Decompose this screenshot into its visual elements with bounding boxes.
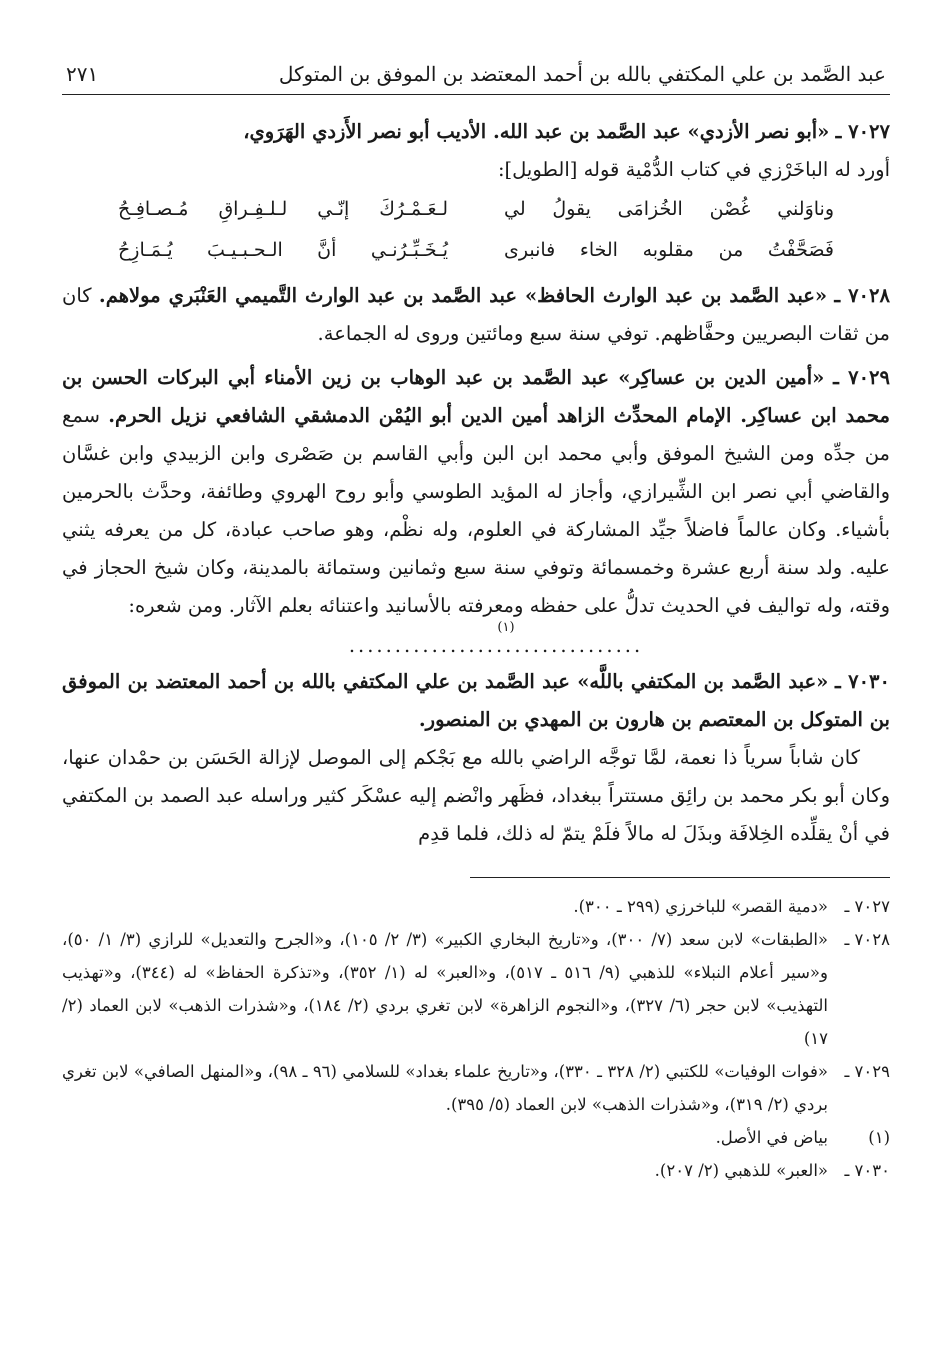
entry-7028 bbox=[62, 277, 890, 353]
footnotes bbox=[62, 890, 890, 1187]
footnote bbox=[62, 890, 890, 923]
entry-heading: «عبد الصَّمد بن عبد الوارث الحافظ» عبد الصَّمد بن عبد الوارث التَّميمي العَنْبَري مولاهم. bbox=[98, 284, 828, 307]
footnote-number: (١) bbox=[868, 1128, 890, 1147]
page-number: ٢٧١ bbox=[66, 62, 99, 86]
entry-heading: «عبد الصَّمد بن المكتفي باللَّه» عبد الصَّمد بن علي المكتفي بالله بن أحمد المعتضد بن الموفق بن المتوكل بن المعتصم بن هارون بن المهدي بن المنصور. bbox=[62, 670, 890, 731]
verse-hemistich: وناوَلني غُصْن الخُزامَى يقولُ لي bbox=[504, 198, 834, 220]
footnote-text: بياض في الأصل. bbox=[715, 1128, 828, 1147]
footnote bbox=[62, 923, 890, 1055]
footnote-text: «دمية القصر» للباخرزي (٢٩٩ ـ ٣٠٠). bbox=[573, 897, 828, 916]
entry-text: سمع من جدِّه ومن الشيخ الموفق وأبي محمد ابن البن وأبي القاسم بن صَصْرى وابن الزبيدي وابن غسَّان والقاضي أبي نصر ابن الشِّيرازي، وأجاز له المؤيد الطوسي وأبو روح الهروي وطائفة، وحدَّث بالحرمين بأشياء. وكان عالماً فاضلاً جيِّد المشاركة في العلوم، وله نظْم، وهو صاحب عبادة، كل من يعرفه يثني عليه. ولد سنة أربع عشرة وخمسمائة وتوفي سنة سبع وثمانين وستمائة بالمدينة، وكان شيخ الحجاز في وقته، وله تواليف في الحديث تدلُّ على حفظه ومعرفته بالأسانيد واعتنائه بعلم الآثار. ومن شعره: bbox=[62, 404, 890, 617]
verse-line bbox=[62, 230, 890, 271]
entry-7027 bbox=[62, 113, 890, 271]
verse-line bbox=[62, 189, 890, 230]
entry-number: ٧٠٢٩ ـ bbox=[833, 366, 890, 389]
footnote bbox=[62, 1055, 890, 1121]
footnote-text: «الطبقات» لابن سعد (٧/ ٣٠٠)، و«تاريخ البخاري الكبير» (٣/ ٢/ ١٠٥)، و«الجرح والتعديل» للرازي (٣/ ١/ ٥٠)، و«سير أعلام النبلاء» للذهبي (٩/ ٥١٦ ـ ٥١٧)، و«العبر» له (١/ ٣٥٢)، و«تذكرة الحفاظ» له (٣٤٤)، و«تهذيب التهذيب» لابن حجر (٦/ ٣٢٧)، و«النجوم الزاهرة» لابن تغري بردي (٢/ ١٨٤)، و«شذرات الذهب» لابن العماد (٢/ ١٧) bbox=[62, 930, 829, 1048]
verse-hemistich: يُـخَـبِّـرُنـي أنَّ الـحـبـيـبَ يُـمَـازِحُ bbox=[118, 239, 448, 261]
verse-hemistich: لـعَـمْـرُكَ إنّـي لـلـفِـراقِ مُـصـافِـحُ bbox=[118, 198, 448, 220]
verse-hemistich: فَصَحَّفْتُ من مقلوبه الخاء فانبرى bbox=[504, 239, 834, 261]
entry-heading: «أبو نصر الأزدي» عبد الصَّمد بن عبد الله. الأديب أبو نصر الأَزدي الهَرَوي، bbox=[243, 120, 830, 143]
entry-heading: «أمين الدين بن عساكِر» عبد الصَّمد بن عبد الوهاب بن زين الأمناء أبي البركات الحسن بن محمد ابن عساكِر. الإمام المحدِّث الزاهد أمين الدين أبو اليُمْن الدمشقي الشافعي نزيل الحرم. bbox=[62, 366, 890, 427]
footnote-divider bbox=[470, 877, 890, 878]
missing-verse-dots: ................................ bbox=[348, 634, 644, 657]
running-header bbox=[62, 48, 890, 95]
header-title: عبد الصَّمد بن علي المكتفي بالله بن أحمد المعتضد بن الموفق بن المتوكل bbox=[278, 62, 886, 86]
footnote bbox=[62, 1154, 890, 1187]
footnote-text: «العبر» للذهبي (٢/ ٢٠٧). bbox=[654, 1161, 828, 1180]
entry-intro: أورد له الباخَرْزي في كتاب الدُّمْية قوله [الطويل]: bbox=[497, 158, 890, 181]
footnote-marker: (١) bbox=[497, 620, 515, 635]
footnote bbox=[62, 1121, 890, 1154]
footnote-number: ٧٠٢٩ ـ bbox=[844, 1062, 890, 1081]
entry-7030 bbox=[62, 663, 890, 853]
footnote-number: ٧٠٢٧ ـ bbox=[844, 897, 890, 916]
main-text bbox=[62, 113, 890, 853]
entry-7029 bbox=[62, 359, 890, 657]
footnote-number: ٧٠٣٠ ـ bbox=[844, 1161, 890, 1180]
footnote-number: ٧٠٢٨ ـ bbox=[844, 930, 890, 949]
entry-number: ٧٠٢٨ ـ bbox=[834, 284, 890, 307]
entry-number: ٧٠٣٠ ـ bbox=[835, 670, 890, 693]
entry-number: ٧٠٢٧ ـ bbox=[835, 120, 890, 143]
book-page bbox=[62, 48, 890, 1187]
footnote-text: «فوات الوفيات» للكتبي (٢/ ٣٢٨ ـ ٣٣٠)، و«تاريخ علماء بغداد» للسلامي (٩٦ ـ ٩٨)، و«المنهل الصافي» لابن تغري بردي (٢/ ٣١٩)، و«شذرات الذهب» لابن العماد (٥/ ٣٩٥). bbox=[62, 1062, 828, 1114]
entry-text: كان من ثقات البصريين وحفَّاظهم. توفي سنة سبع ومائتين وروى له الجماعة. bbox=[62, 284, 890, 345]
entry-text: كان شاباً سرياً ذا نعمة، لمَّا توجَّه الراضي بالله مع بَجْكم إلى الموصل لإزالة الحَسَن بن حمْدان عنها، وكان أبو بكر محمد بن رائِق مستتراً ببغداد، فظَهر وانْضم إليه عسْكَر كثير وراسله عبد الصمد بن المكتفي في أنْ يقلِّده الخِلافَة وبذَلَ له مالاً فلَمْ يتمّ له ذلك، فلما قدِم bbox=[62, 746, 890, 845]
